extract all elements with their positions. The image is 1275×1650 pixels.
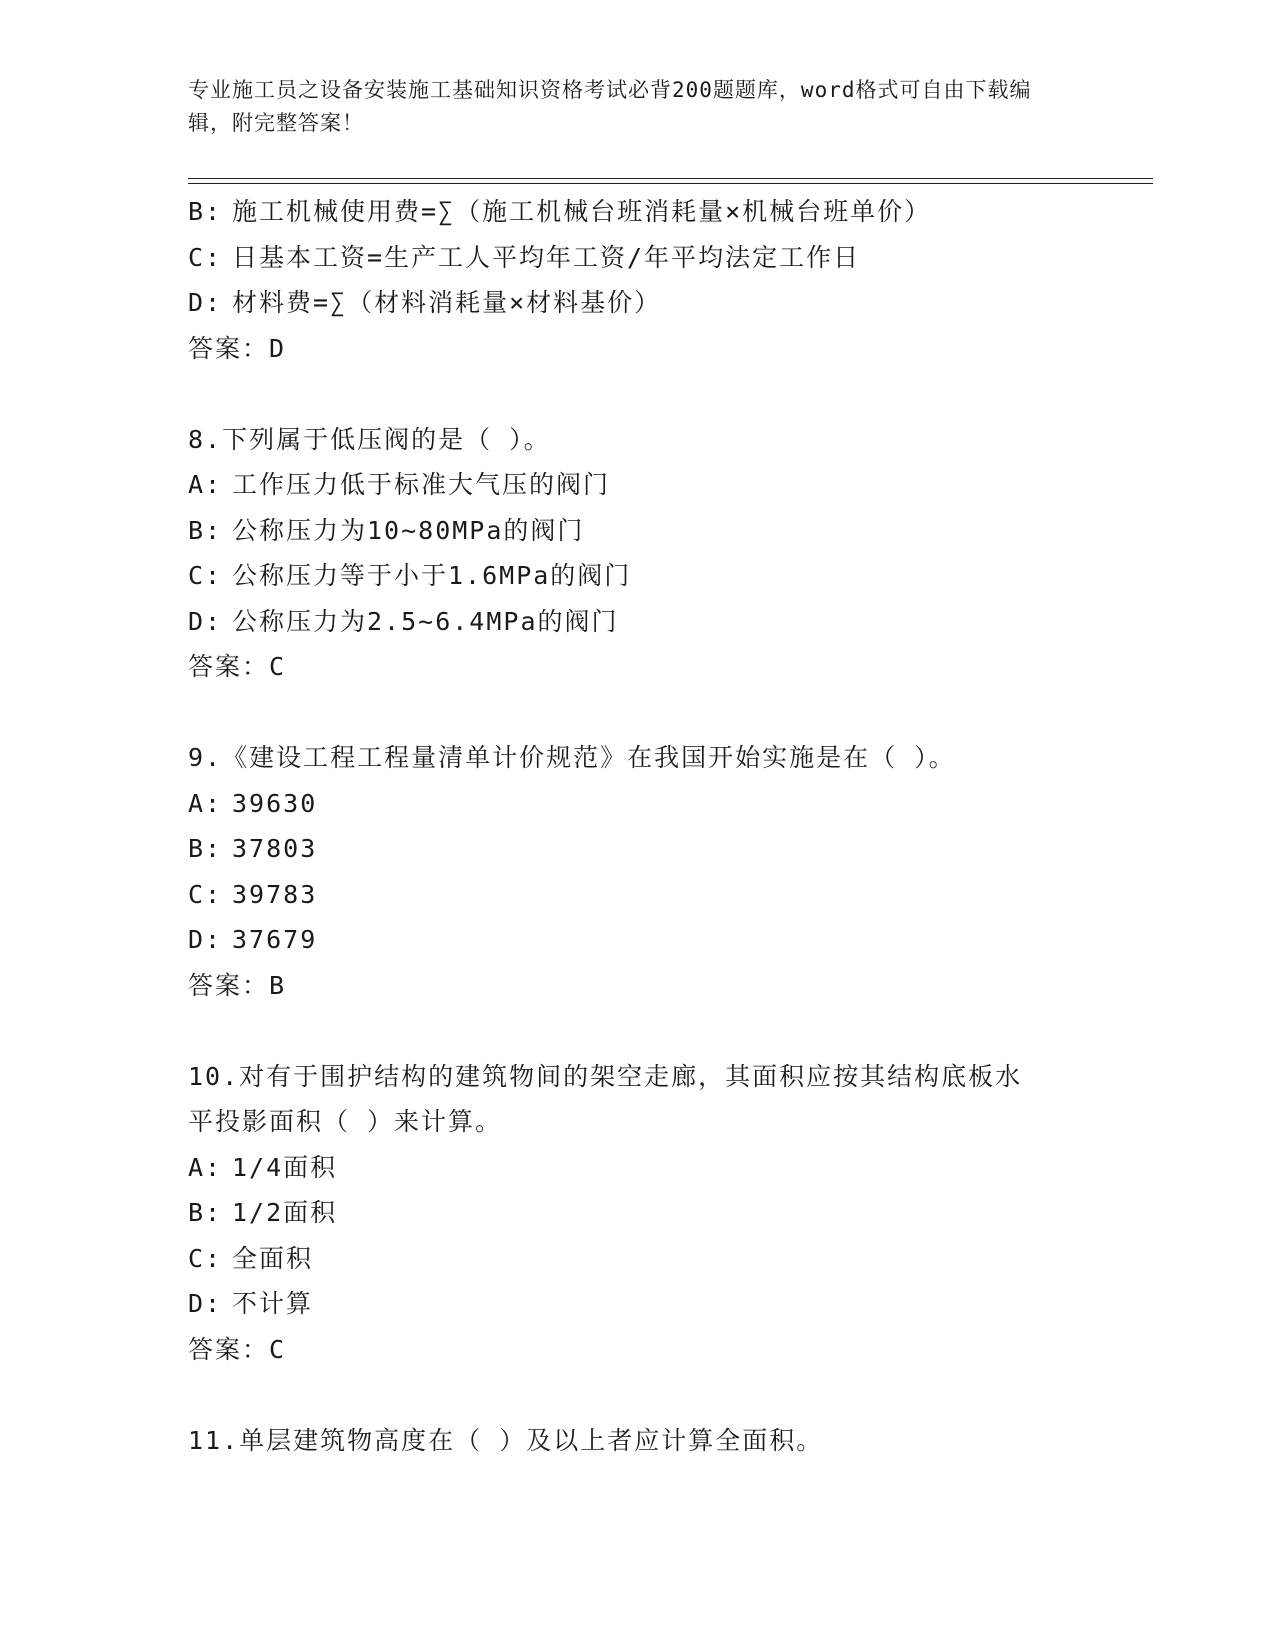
option-b: B: 施工机械使用费=∑（施工机械台班消耗量×机械台班单价） xyxy=(188,197,932,226)
header-rule-bottom xyxy=(188,183,1153,184)
option-c: C: 日基本工资=生产工人平均年工资/年平均法定工作日 xyxy=(188,242,861,272)
option-b: B: 37803 xyxy=(188,834,318,863)
option-d: D: 材料费=∑（材料消耗量×材料基价） xyxy=(188,288,662,317)
answer: 答案：B xyxy=(188,970,287,1000)
question-text-line-1: 10.对有于围护结构的建筑物间的架空走廊，其面积应按其结构底板水 xyxy=(188,1061,1023,1091)
option-a: A: 工作压力低于标准大气压的阀门 xyxy=(188,470,611,499)
header-rule-top xyxy=(188,178,1153,179)
question-text: 8.下列属于低压阀的是（ ）。 xyxy=(188,424,551,454)
option-c: C: 39783 xyxy=(188,879,318,909)
option-d: D: 不计算 xyxy=(188,1289,314,1318)
question-9 xyxy=(188,735,1118,1008)
option-b: B: 1/2面积 xyxy=(188,1198,338,1227)
option-a: A: 1/4面积 xyxy=(188,1152,338,1182)
option-b: B: 公称压力为10~80MPa的阀门 xyxy=(188,515,585,545)
option-c: C: 全面积 xyxy=(188,1243,314,1273)
question-10 xyxy=(188,1054,1118,1373)
question-11 xyxy=(188,1418,1118,1464)
answer: 答案：C xyxy=(188,652,287,681)
option-c: C: 公称压力等于小于1.6MPa的阀门 xyxy=(188,561,632,590)
question-8 xyxy=(188,417,1118,690)
option-a: A: 39630 xyxy=(188,788,318,818)
question-text: 9.《建设工程工程量清单计价规范》在我国开始实施是在（ ）。 xyxy=(188,743,956,772)
question-7-continued xyxy=(188,189,1118,371)
document-header: 专业施工员之设备安装施工基础知识资格考试必背200题题库，word格式可自由下载编辑，附完整答案！ xyxy=(188,78,1032,135)
question-text: 11.单层建筑物高度在（ ）及以上者应计算全面积。 xyxy=(188,1425,824,1455)
option-d: D: 公称压力为2.5~6.4MPa的阀门 xyxy=(188,606,619,636)
option-d: D: 37679 xyxy=(188,925,318,954)
answer: 答案：C xyxy=(188,1334,287,1364)
document-body xyxy=(188,189,1118,1463)
question-text-line-2: 平投影面积（ ）来计算。 xyxy=(188,1107,503,1136)
answer: 答案：D xyxy=(188,333,287,363)
